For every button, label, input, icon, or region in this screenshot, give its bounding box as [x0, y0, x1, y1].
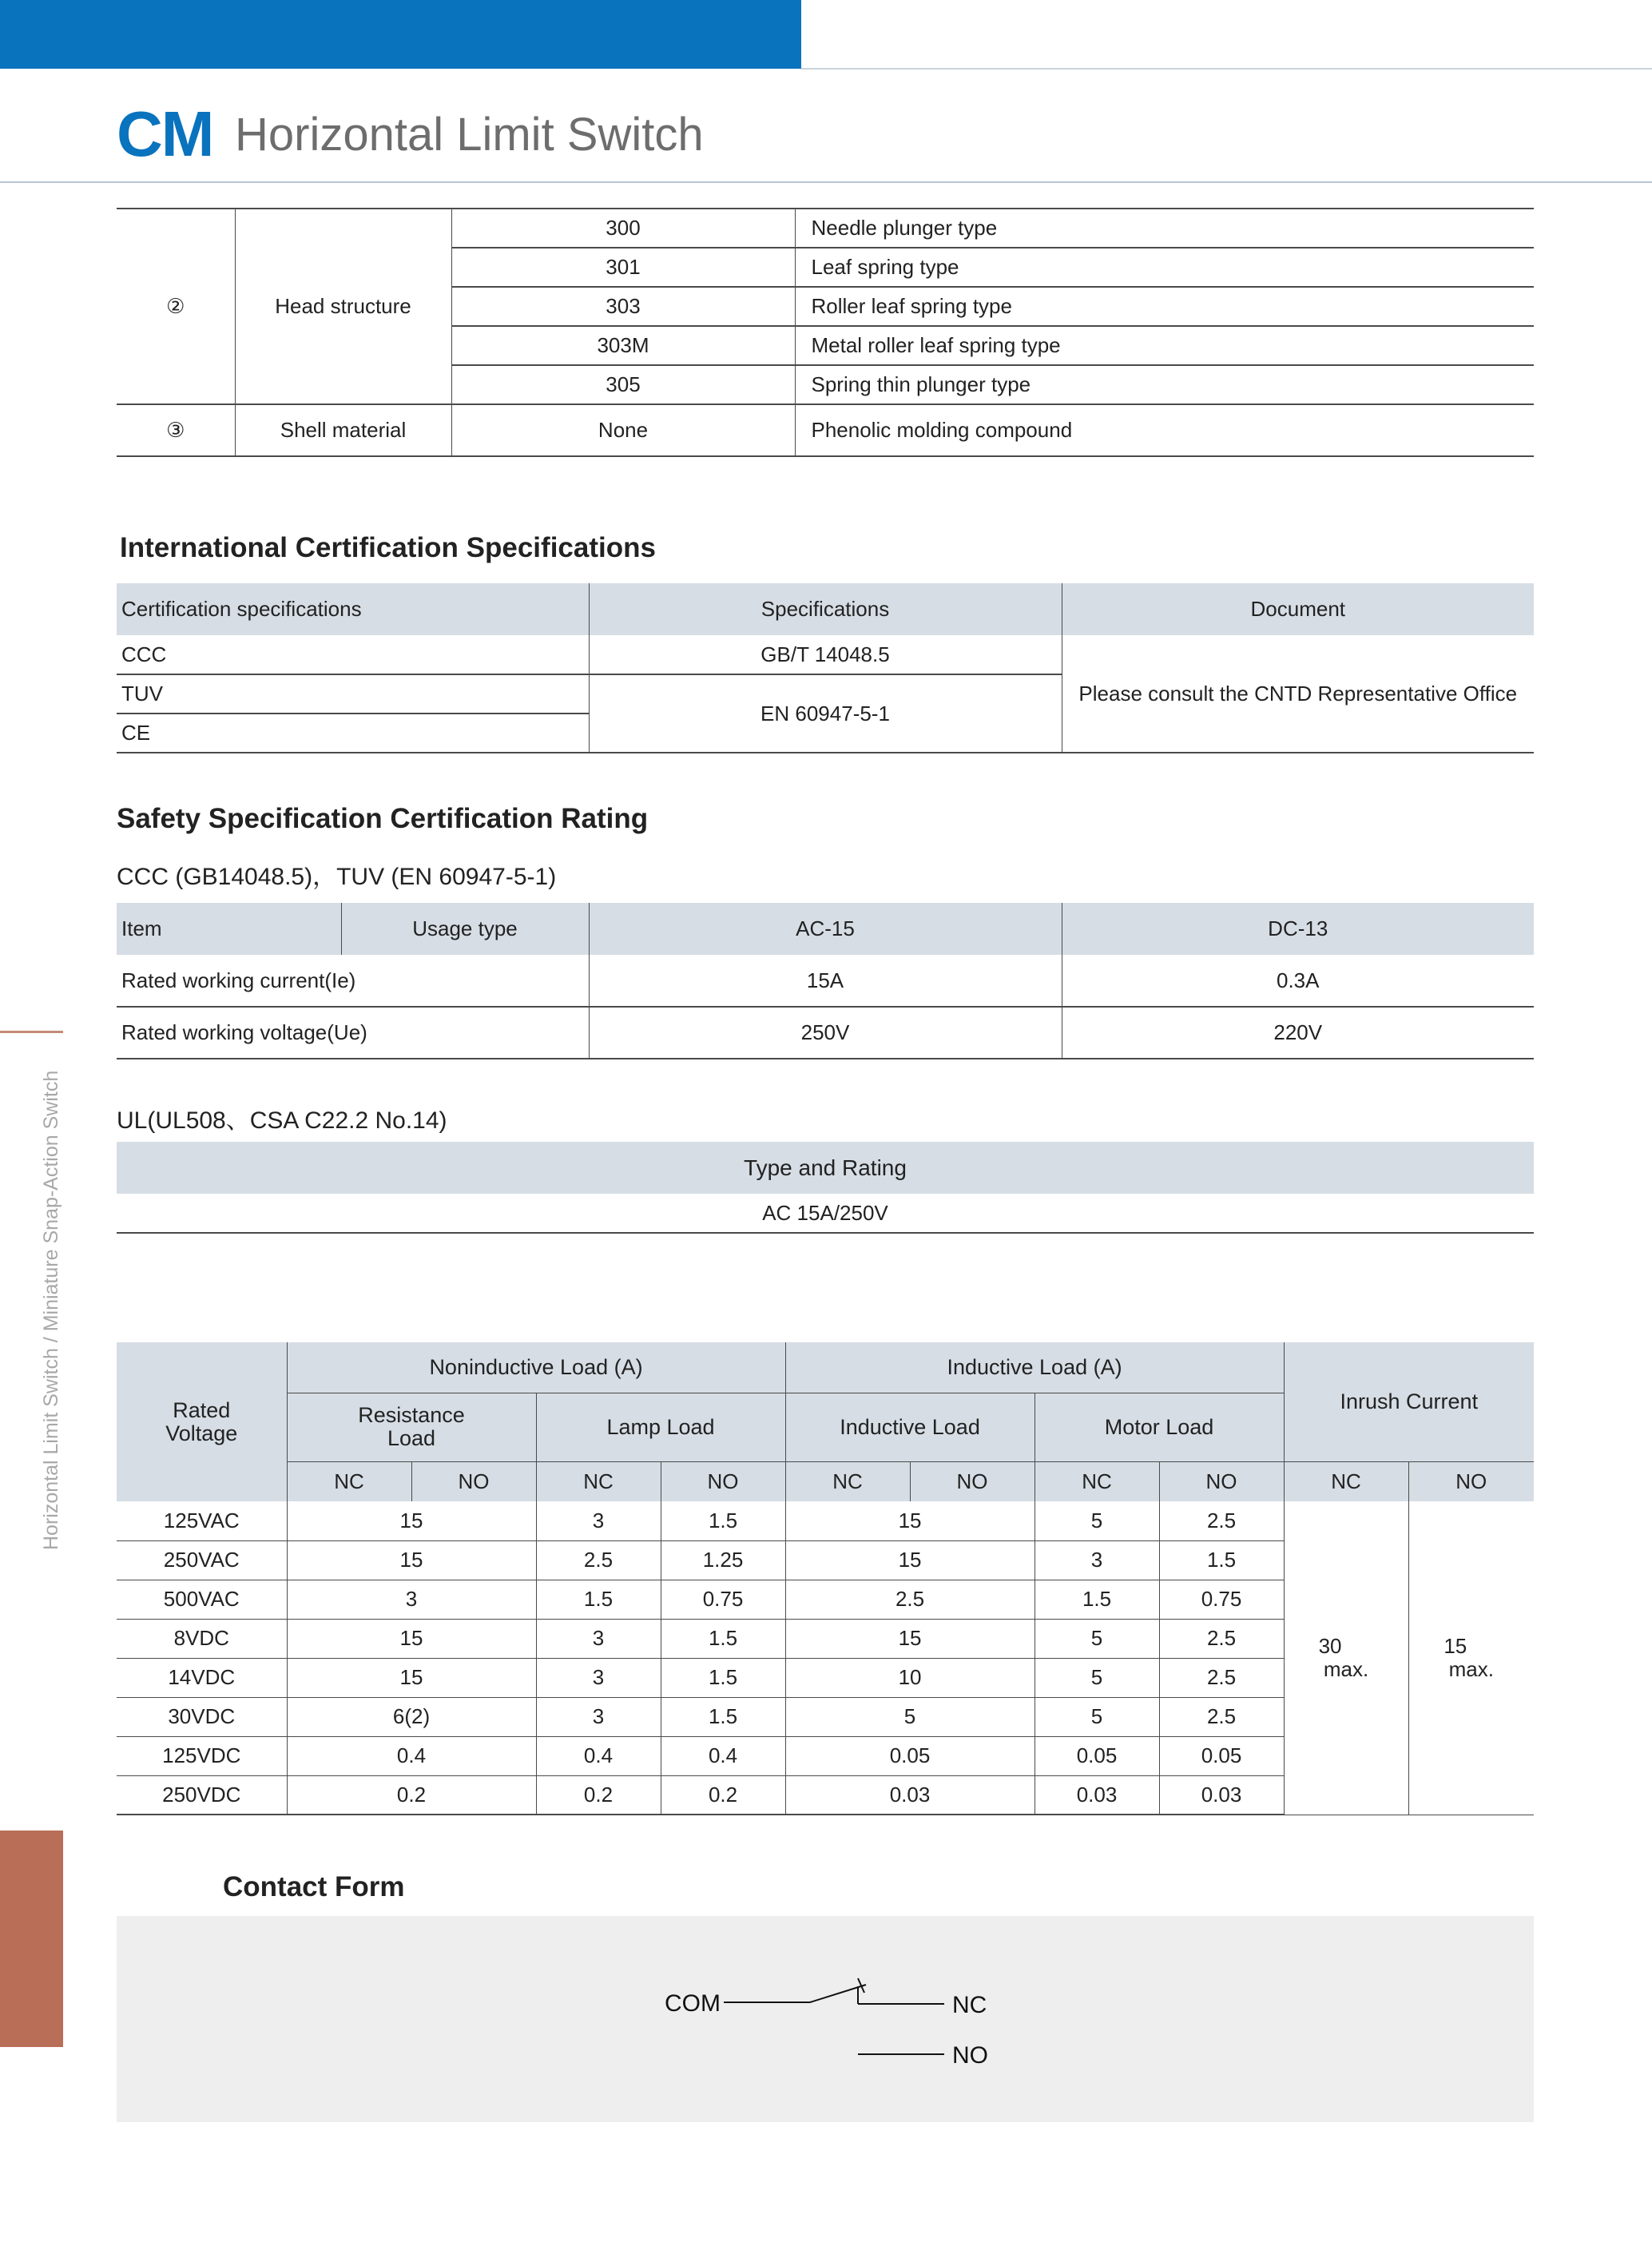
side-accent-block	[0, 1831, 63, 2047]
motor-nc-cell: 3	[1034, 1540, 1159, 1580]
section-title-safety: Safety Specification Certification Rating	[117, 803, 649, 834]
contact-diagram	[117, 1916, 1534, 2122]
code-cell: 300	[451, 209, 795, 248]
lamp-nc-cell: 3	[536, 1658, 661, 1697]
section-title-intl: International Certification Specifications	[120, 532, 656, 563]
code-cell: 305	[451, 365, 795, 404]
item-cell: Rated working current(Ie)	[117, 955, 589, 1007]
desc-cell: Phenolic molding compound	[795, 404, 1534, 456]
column-header: AC-15	[589, 903, 1062, 955]
desc-cell: Metal roller leaf spring type	[795, 326, 1534, 365]
header-line: Voltage	[165, 1421, 238, 1445]
ul-value-cell: AC 15A/250V	[117, 1194, 1534, 1233]
nc-header: NC	[1034, 1461, 1159, 1501]
no-header: NO	[1159, 1461, 1284, 1501]
rated-voltage-header	[117, 1342, 287, 1501]
head-structure-table	[117, 208, 1534, 457]
column-header: DC-13	[1268, 916, 1328, 940]
inductive-cell: 0.05	[785, 1736, 1034, 1775]
motor-no-cell: 2.5	[1159, 1501, 1284, 1540]
table-header-row	[117, 1342, 1534, 1393]
lamp-nc-cell: 1.5	[536, 1580, 661, 1619]
table-row	[117, 1007, 1534, 1059]
voltage-cell: 125VDC	[117, 1736, 287, 1775]
lamp-no-cell: 0.2	[661, 1775, 785, 1815]
motor-nc-cell: 0.03	[1034, 1775, 1159, 1815]
inrush-unit: max.	[1448, 1656, 1494, 1681]
voltage-cell: 125VAC	[117, 1501, 287, 1540]
inductive-cell: 15	[785, 1540, 1034, 1580]
ccc-rating-table	[117, 903, 1534, 1059]
voltage-cell: 30VDC	[117, 1697, 287, 1736]
row-number: ②	[117, 209, 235, 404]
column-header: Specifications	[589, 583, 1062, 635]
table-header-row	[117, 903, 1534, 955]
no-label: NO	[952, 2042, 988, 2069]
code-cell: None	[451, 404, 795, 456]
column-header: Certification specifications	[117, 583, 589, 635]
subtitle-ccc: CCC (GB14048.5)，TUV (EN 60947-5-1)	[117, 864, 557, 890]
motor-header: Motor Load	[1034, 1393, 1284, 1461]
code-cell: 303	[451, 287, 795, 326]
com-label: COM	[665, 1990, 721, 2017]
motor-nc-cell: 0.05	[1034, 1736, 1159, 1775]
desc-cell: Roller leaf spring type	[795, 287, 1534, 326]
table-row	[117, 1501, 1534, 1540]
column-header: Type and Rating	[744, 1155, 907, 1180]
header-thin-line	[801, 68, 1652, 70]
voltage-cell: 250VAC	[117, 1540, 287, 1580]
resistance-cell: 3	[287, 1580, 536, 1619]
resistance-cell: 15	[287, 1501, 536, 1540]
inrush-no-cell	[1408, 1501, 1534, 1815]
motor-nc-cell: 5	[1034, 1697, 1159, 1736]
motor-nc-cell: 5	[1034, 1501, 1159, 1540]
table-row	[117, 635, 1534, 674]
inrush-unit: max.	[1323, 1656, 1369, 1681]
header-line: Rated	[173, 1397, 231, 1422]
inductive-cell: 15	[785, 1501, 1034, 1540]
inrush-header: Inrush Current	[1284, 1342, 1534, 1461]
inductive-cell: 2.5	[785, 1580, 1034, 1619]
motor-no-cell: 2.5	[1159, 1658, 1284, 1697]
lamp-nc-cell: 2.5	[536, 1540, 661, 1580]
lamp-no-cell: 1.5	[661, 1658, 785, 1697]
lamp-nc-cell: 3	[536, 1501, 661, 1540]
lamp-no-cell: 1.5	[661, 1501, 785, 1540]
noninductive-header: Noninductive Load (A)	[287, 1342, 785, 1393]
subtitle-ul: UL(UL508、CSA C22.2 No.14)	[117, 1107, 447, 1134]
inductive-load-header: Inductive Load	[785, 1393, 1034, 1461]
motor-no-cell: 2.5	[1159, 1697, 1284, 1736]
resistance-header	[287, 1393, 536, 1461]
inductive-header: Inductive Load (A)	[785, 1342, 1284, 1393]
lamp-nc-cell: 3	[536, 1697, 661, 1736]
motor-no-cell: 0.75	[1159, 1580, 1284, 1619]
page-title: Horizontal Limit Switch	[235, 109, 704, 161]
no-header: NO	[411, 1461, 536, 1501]
spec-cell: EN 60947-5-1	[589, 674, 1062, 753]
side-caption: Horizontal Limit Switch / Miniature Snap-Action Switch	[40, 1070, 62, 1550]
table-header-row	[117, 1142, 1534, 1194]
ul-rating-table	[117, 1142, 1534, 1234]
section-title-contact: Contact Form	[223, 1871, 405, 1902]
lamp-no-cell: 1.25	[661, 1540, 785, 1580]
inductive-cell: 0.03	[785, 1775, 1034, 1815]
inductive-cell: 10	[785, 1658, 1034, 1697]
ac-cell: 250V	[589, 1007, 1062, 1059]
intl-cert-table	[117, 583, 1534, 753]
resistance-cell: 15	[287, 1540, 536, 1580]
motor-no-cell: 0.05	[1159, 1736, 1284, 1775]
row-name: Shell material	[235, 404, 451, 456]
inductive-cell: 5	[785, 1697, 1034, 1736]
header-divider	[0, 181, 1652, 183]
motor-nc-cell: 5	[1034, 1619, 1159, 1658]
nc-header: NC	[536, 1461, 661, 1501]
lamp-nc-cell: 0.4	[536, 1736, 661, 1775]
voltage-cell: 500VAC	[117, 1580, 287, 1619]
resistance-cell: 0.4	[287, 1736, 536, 1775]
lamp-no-cell: 1.5	[661, 1619, 785, 1658]
load-rating-table	[117, 1342, 1534, 1815]
motor-no-cell: 2.5	[1159, 1619, 1284, 1658]
row-name: Head structure	[235, 209, 451, 404]
column-header: Usage type	[341, 903, 589, 955]
table-header-row	[117, 1461, 1534, 1501]
lamp-nc-cell: 0.2	[536, 1775, 661, 1815]
table-row	[117, 404, 1534, 456]
item-cell: Rated working voltage(Ue)	[117, 1007, 589, 1059]
lamp-no-cell: 0.75	[661, 1580, 785, 1619]
spec-cell: GB/T 14048.5	[589, 635, 1062, 674]
table-row	[117, 955, 1534, 1007]
table-row	[117, 1194, 1534, 1233]
voltage-cell: 8VDC	[117, 1619, 287, 1658]
dc-cell: 0.3A	[1062, 955, 1534, 1007]
motor-no-cell: 0.03	[1159, 1775, 1284, 1815]
inrush-value: 15	[1444, 1633, 1467, 1658]
motor-nc-cell: 5	[1034, 1658, 1159, 1697]
code-cell: 301	[451, 248, 795, 287]
row-number: ③	[117, 404, 235, 456]
resistance-cell: 6(2)	[287, 1697, 536, 1736]
motor-no-cell: 1.5	[1159, 1540, 1284, 1580]
column-header: Document	[1250, 597, 1345, 621]
inrush-value: 30	[1318, 1633, 1342, 1658]
nc-header: NC	[1284, 1461, 1408, 1501]
dc-cell: 220V	[1062, 1007, 1534, 1059]
desc-cell: Needle plunger type	[795, 209, 1534, 248]
inductive-cell: 15	[785, 1619, 1034, 1658]
lamp-header: Lamp Load	[536, 1393, 785, 1461]
no-header: NO	[1408, 1461, 1534, 1501]
no-header: NO	[661, 1461, 785, 1501]
resistance-cell: 0.2	[287, 1775, 536, 1815]
cert-cell: TUV	[117, 674, 589, 714]
motor-nc-cell: 1.5	[1034, 1580, 1159, 1619]
resistance-cell: 15	[287, 1619, 536, 1658]
table-row	[117, 209, 1534, 248]
column-header: Item	[117, 903, 341, 955]
desc-cell: Leaf spring type	[795, 248, 1534, 287]
resistance-cell: 15	[287, 1658, 536, 1697]
voltage-cell: 14VDC	[117, 1658, 287, 1697]
header-line: Load	[387, 1426, 436, 1450]
code-cell: 303M	[451, 326, 795, 365]
brand-logo: CM	[117, 98, 213, 169]
lamp-no-cell: 0.4	[661, 1736, 785, 1775]
ac-cell: 15A	[589, 955, 1062, 1007]
nc-header: NC	[287, 1461, 411, 1501]
document-cell: Please consult the CNTD Representative Office	[1062, 635, 1534, 753]
lamp-nc-cell: 3	[536, 1619, 661, 1658]
table-header-row	[117, 583, 1534, 635]
lamp-no-cell: 1.5	[661, 1697, 785, 1736]
nc-header: NC	[785, 1461, 910, 1501]
voltage-cell: 250VDC	[117, 1775, 287, 1815]
header-line: Resistance	[358, 1403, 465, 1427]
desc-cell: Spring thin plunger type	[795, 365, 1534, 404]
inrush-nc-cell	[1284, 1501, 1408, 1815]
header-accent-bar	[0, 0, 801, 69]
cert-cell: CE	[117, 714, 589, 753]
nc-label: NC	[952, 1992, 987, 2018]
cert-cell: CCC	[117, 635, 589, 674]
no-header: NO	[910, 1461, 1034, 1501]
side-accent-line	[0, 1031, 63, 1033]
